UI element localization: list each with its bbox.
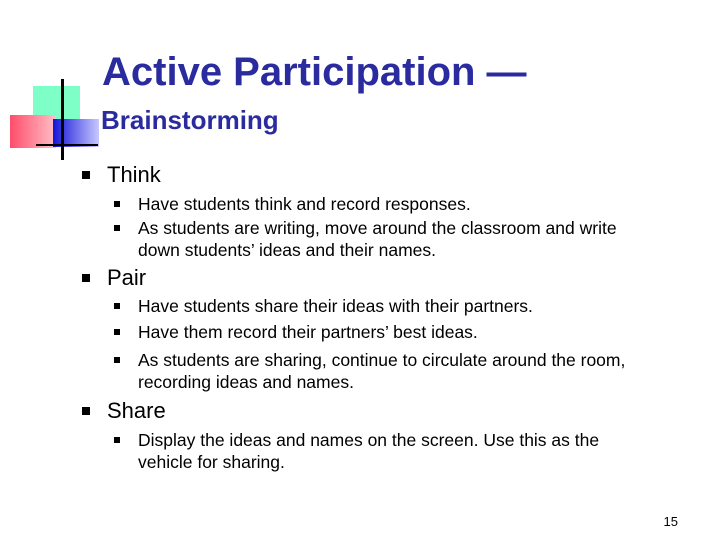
list-item-text: Have them record their partners’ best ideas. xyxy=(138,322,478,342)
square-bullet-icon xyxy=(114,329,120,335)
section-heading: Share xyxy=(107,398,166,423)
square-bullet-icon xyxy=(114,437,120,443)
square-bullet-icon xyxy=(82,171,90,179)
square-bullet-icon xyxy=(82,274,90,282)
decorative-horizontal-line xyxy=(36,144,98,146)
slide-title: Active Participation — xyxy=(102,50,527,94)
list-item-text: Display the ideas and names on the screen. Use this as the vehicle for sharing. xyxy=(138,430,600,472)
square-bullet-icon xyxy=(114,225,120,231)
square-bullet-icon xyxy=(114,303,120,309)
section-heading: Think xyxy=(107,162,161,187)
list-item-text: As students are sharing, continue to circulate around the room, recording ideas and names. xyxy=(138,350,626,392)
square-bullet-icon xyxy=(82,407,90,415)
list-item-text: Have students think and record responses. xyxy=(138,194,471,214)
decorative-blue-square xyxy=(53,119,99,147)
section-heading: Pair xyxy=(107,265,147,290)
decorative-vertical-line xyxy=(61,79,64,160)
slide-subtitle: Brainstorming xyxy=(101,105,279,135)
list-item-text: As students are writing, move around the classroom and write down students’ ideas and their names. xyxy=(138,218,617,260)
square-bullet-icon xyxy=(114,357,120,363)
square-bullet-icon xyxy=(114,201,120,207)
page-number: 15 xyxy=(663,514,678,529)
list-item-text: Have students share their ideas with their partners. xyxy=(138,296,533,316)
